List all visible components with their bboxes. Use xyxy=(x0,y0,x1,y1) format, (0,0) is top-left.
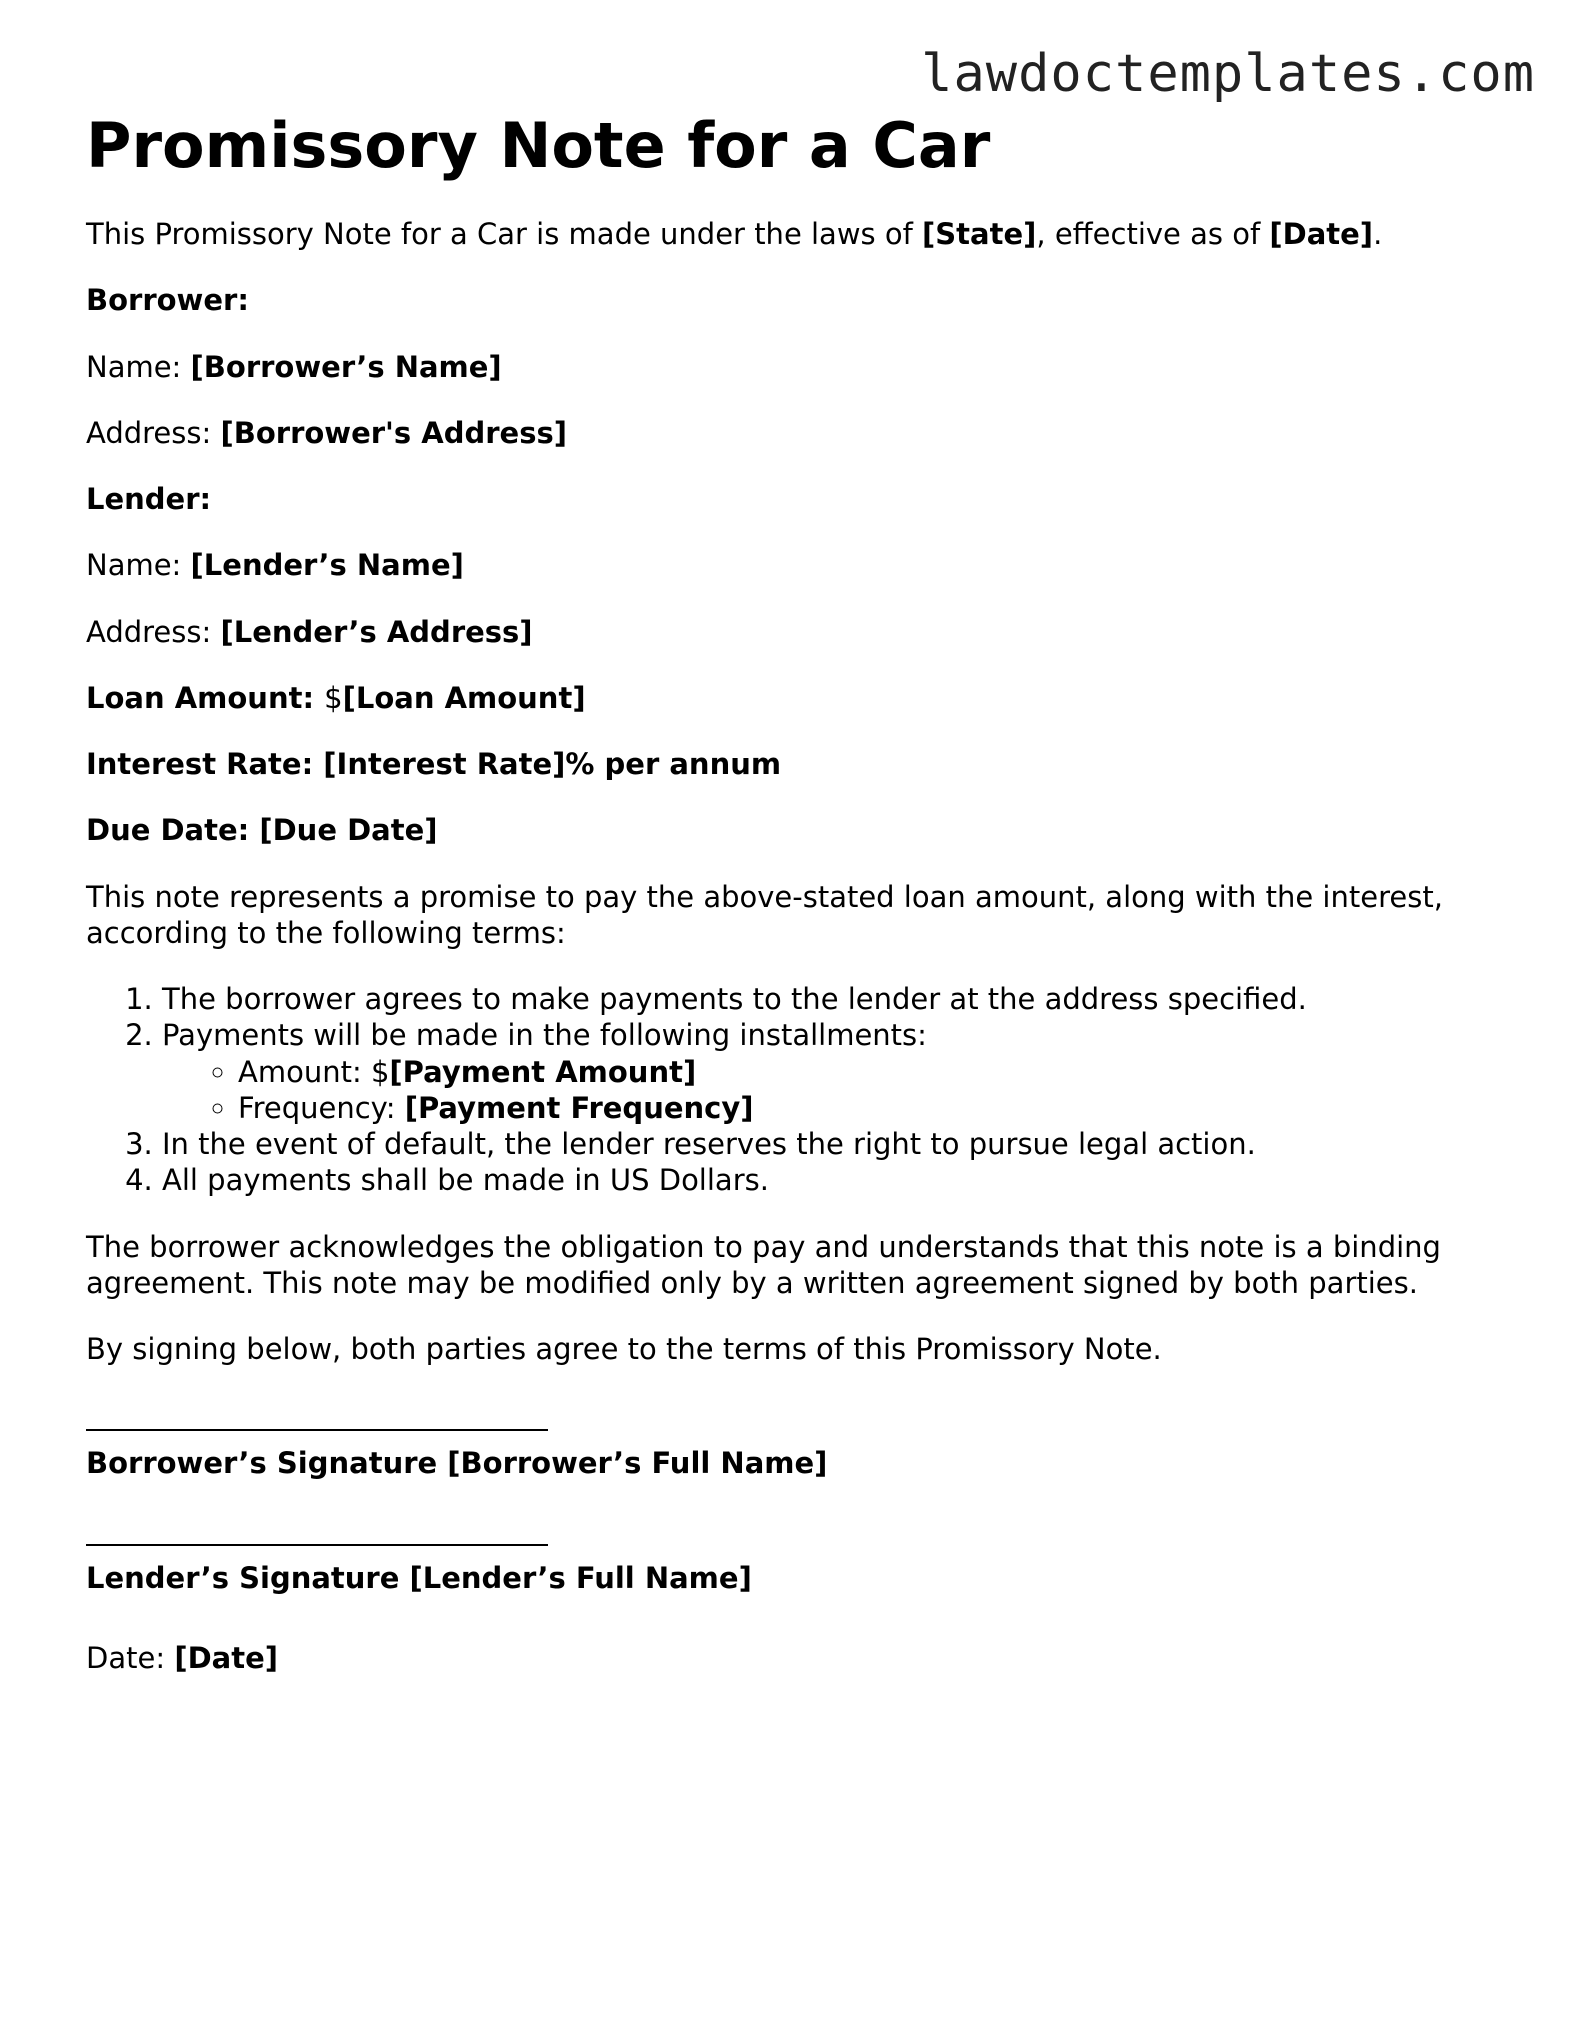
loan-amount-prefix: $ xyxy=(324,680,343,715)
due-date-text: Due Date: [Due Date] xyxy=(86,813,438,848)
lender-address-label: Address: xyxy=(86,614,221,649)
loan-amount-label: Loan Amount: xyxy=(86,680,325,715)
borrower-signature-line xyxy=(86,1415,1506,1437)
borrower-signature-text: Borrower’s Signature [Borrower’s Full Name] xyxy=(86,1446,828,1481)
lender-name-value: [Lender’s Name] xyxy=(190,548,464,583)
list-item xyxy=(162,981,1506,1017)
borrower-heading-text: Borrower: xyxy=(86,283,249,318)
borrower-name-line xyxy=(86,349,1506,385)
intro-prefix: This Promissory Note for a Car is made under the laws of xyxy=(86,217,923,252)
borrower-name-label: Name: xyxy=(86,349,191,384)
list-item xyxy=(238,1054,1506,1090)
lender-name-line xyxy=(86,547,1506,583)
document-page xyxy=(86,109,1506,1706)
signature-rule xyxy=(86,1530,548,1546)
lender-name-label: Name: xyxy=(86,548,191,583)
signature-rule xyxy=(86,1415,548,1431)
lender-address-line xyxy=(86,614,1506,650)
document-title: Promissory Note for a Car xyxy=(86,109,991,182)
intro-paragraph xyxy=(86,216,1506,252)
loan-amount-value: [Loan Amount] xyxy=(342,680,586,715)
payment-frequency-label: Frequency: xyxy=(238,1090,405,1125)
lender-signature-label xyxy=(86,1560,1506,1596)
lender-signature-text: Lender’s Signature [Lender’s Full Name] xyxy=(86,1560,752,1595)
payment-frequency-value: [Payment Frequency] xyxy=(404,1090,754,1125)
due-date-line xyxy=(86,812,1506,848)
borrower-address-value: [Borrower's Address] xyxy=(220,415,567,450)
lender-address-value: [Lender’s Address] xyxy=(220,614,533,649)
watermark-text: lawdoctemplates.com xyxy=(921,44,1535,104)
terms-intro: This note represents a promise to pay the above-stated loan amount, along with the interest, according to the following terms: xyxy=(86,879,1443,950)
list-item xyxy=(238,1090,1506,1126)
borrower-name-value: [Borrower’s Name] xyxy=(190,349,502,384)
borrower-address-line xyxy=(86,415,1506,451)
state-placeholder: [State] xyxy=(922,217,1037,252)
term-3-text: In the event of default, the lender reserves the right to pursue legal action. xyxy=(162,1127,1256,1162)
interest-rate-text: Interest Rate: [Interest Rate]% per annum xyxy=(86,747,782,782)
lender-heading xyxy=(86,481,1506,517)
lender-heading-text: Lender: xyxy=(86,482,212,517)
list-item xyxy=(162,1162,1506,1198)
date-value: [Date] xyxy=(174,1640,278,1675)
date-label: Date: xyxy=(86,1640,175,1675)
term-1-text: The borrower agrees to make payments to the lender at the address specified. xyxy=(162,982,1307,1017)
installments-list xyxy=(162,1054,1506,1127)
borrower-heading xyxy=(86,282,1506,318)
borrower-signature-label xyxy=(86,1445,1506,1481)
list-item xyxy=(162,1017,1506,1126)
date-placeholder: [Date] xyxy=(1269,217,1374,252)
intro-middle: , effective as of xyxy=(1036,217,1270,252)
lender-signature-line xyxy=(86,1530,1506,1552)
terms-list xyxy=(86,981,1506,1199)
term-2-text: Payments will be made in the following installments: xyxy=(162,1018,927,1053)
loan-amount-line xyxy=(86,680,1506,716)
agreement-paragraph: By signing below, both parties agree to the terms of this Promissory Note. xyxy=(86,1332,1162,1367)
signature-date-line xyxy=(86,1640,1506,1676)
term-4-text: All payments shall be made in US Dollars. xyxy=(162,1163,769,1198)
intro-suffix: . xyxy=(1373,217,1383,252)
payment-amount-label: Amount: $ xyxy=(238,1054,390,1089)
acknowledgment-paragraph: The borrower acknowledges the obligation to pay and understands that this note is a binding agreement. This note may be modified only by a written agreement signed by both parties. xyxy=(86,1229,1441,1300)
payment-amount-value: [Payment Amount] xyxy=(389,1054,697,1089)
borrower-address-label: Address: xyxy=(86,415,221,450)
interest-rate-line xyxy=(86,746,1506,782)
list-item xyxy=(162,1126,1506,1162)
